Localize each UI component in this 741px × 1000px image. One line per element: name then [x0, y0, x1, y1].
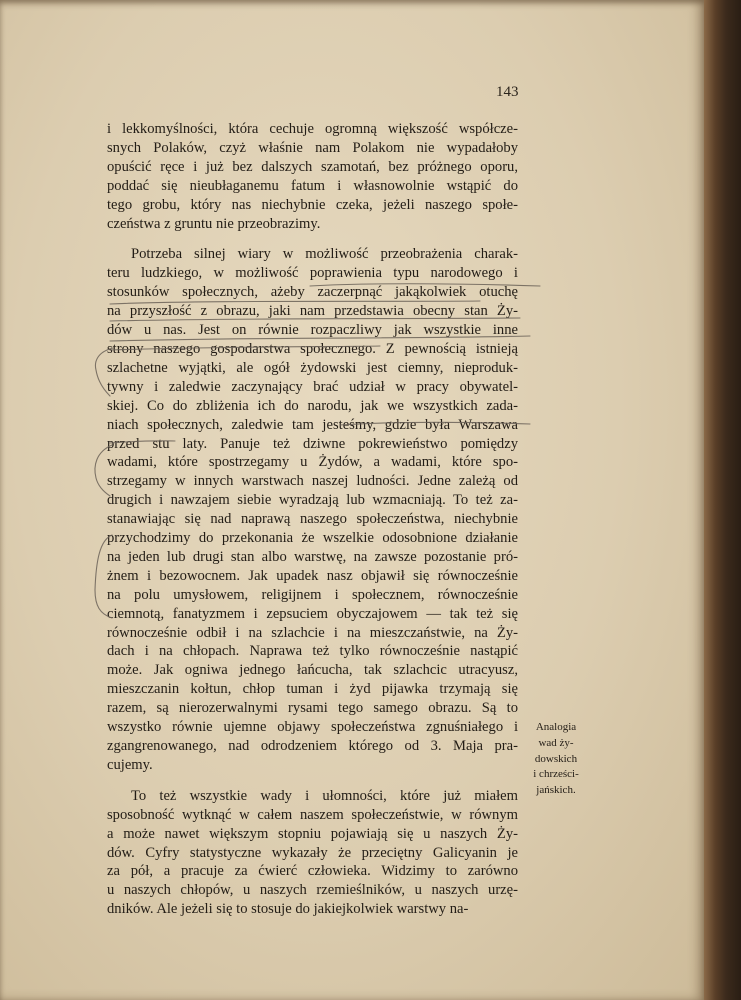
text-line: dników. Ale jeżeli się to stosuje do jakiejkolwiek warstwy na- — [107, 901, 469, 918]
text-line: drugich i nawzajem siebie wyradzają lub wzmacniają. To też za- — [107, 492, 518, 509]
margin-note-line: Analogia — [535, 721, 577, 733]
text-line: tego grobu, który nas niechybnie czeka, jeżeli naszego społe- — [107, 196, 518, 213]
paragraph — [107, 120, 518, 233]
text-line: tywny i zaledwie zaczynający brać udział w pracy obywatel- — [107, 378, 518, 395]
paragraph — [107, 787, 518, 919]
margin-note-line: jańskich. — [536, 784, 576, 797]
text-line: razem, są nierozerwalnymi rysami tego samego obrazu. Są to — [107, 700, 518, 717]
text-line: To też wszystkie wady i ułomności, które już miałem — [131, 787, 518, 804]
page-number: 143 — [496, 84, 519, 100]
text-line: dów. Cyfry statystyczne wykazały że przeciętny Galicyanin je — [107, 844, 518, 861]
margin-note-line: i chrześci- — [533, 768, 579, 781]
text-line: sposobność wytknąć w całem naszem społeczeństwie, w równym — [107, 806, 518, 823]
paragraph — [107, 245, 518, 774]
text-line: na polu umysłowem, religijnem i społecznem, równocześnie — [107, 586, 518, 603]
text-line: skiej. Co do zbliżenia ich do narodu, jak we wszystkich zada- — [107, 397, 518, 414]
text-line: strony naszego gospodarstwa społecznego. Z pewnością istnieją — [107, 340, 518, 357]
text-line: a może nawet większym stopniu pojawiają się u naszych Ży- — [107, 825, 518, 842]
text-line: mieszczanin kołtun, chłop tuman i żyd pijawka trzymają się — [107, 681, 518, 698]
text-line: żnem i bezowocnem. Jak upadek nasz objawił się równocześnie — [107, 567, 518, 584]
text-line: wszystko równie ujemne objawy społeczeństwa zgnuśniałego i — [107, 719, 518, 736]
text-line: niach społecznych, zaledwie tam jesteśmy, gdzie była Warszawa — [107, 416, 518, 433]
text-line: czeństwa z gruntu nie przeobrazimy. — [107, 215, 321, 232]
margin-note-line: dowskich — [534, 752, 578, 765]
text-line: zgangrenowanego, nad odrodzeniem którego od 3. Maja pra- — [107, 738, 518, 754]
text-line: poddać się nieubłaganemu fatum i własnowolnie wstąpić do — [107, 177, 518, 194]
text-line: Potrzeba silnej wiary w możliwość przeobrażenia charak- — [131, 246, 518, 263]
text-line: wadami, które spostrzegamy u Żydów, a wadami, które spo- — [107, 454, 518, 471]
margin-note — [520, 720, 592, 799]
text-line: i lekkomyślności, która cechuje ogromną większość współcze- — [107, 121, 518, 137]
text-line: dów u nas. Jest on równie rozpaczliwy jak wszystkie inne — [107, 322, 518, 339]
text-line: teru ludzkiego, w możliwość poprawienia typu narodowego i — [107, 265, 518, 282]
text-line: na jeden lub drugi stan albo warstwę, na zawsze pozostanie pró- — [107, 548, 518, 565]
text-line: u naszych chłopów, u naszych rzemieślników, u naszych urzę- — [107, 882, 518, 899]
text-line: przed stu laty. Panuje też dziwne pokrewieństwo pomiędzy — [107, 435, 518, 452]
text-line: za pół, a pracuje za ćwierć człowieka. Widzimy to zarówno — [107, 863, 518, 880]
text-line: cujemy. — [107, 756, 153, 773]
book-spine — [704, 0, 741, 1000]
margin-note-line: wad ży- — [538, 736, 574, 749]
text-line: opuścić ręce i już bez dalszych szamotań, bez próżnego oporu, — [107, 158, 518, 175]
text-line: snych Polaków, czyż właśnie nam Polakom nie wypadałoby — [107, 139, 518, 156]
text-line: ciemnotą, fanatyzmem i zepsuciem obyczajowem — tak też się — [107, 605, 518, 622]
text-line: strzegamy w innych warstwach naszej ludności. Jedne zależą od — [107, 473, 518, 490]
text-line: stosunków społecznych, ażeby zaczerpnąć jakąkolwiek otuchę — [107, 284, 518, 301]
text-line: na przyszłość z obrazu, jaki nam przedstawia obecny stan Ży- — [107, 303, 518, 320]
body-text — [107, 120, 518, 919]
text-line: stanawiając się nad naprawą naszego społeczeństwa, niechybnie — [107, 511, 518, 528]
text-line: przychodzimy do przekonania że wszelkie odosobnione działanie — [107, 530, 518, 547]
text-line: dach i na chłopach. Naprawa też tylko równocześnie nastąpić — [107, 643, 518, 660]
text-line: szlachetne wyjątki, ale ogół żydowski jest ciemny, nieproduk- — [107, 359, 518, 376]
text-line: może. Jak ogniwa jednego łańcucha, tak szlachcic utracyusz, — [107, 662, 518, 679]
text-line: równocześnie odbił i na szlachcie i na mieszczaństwie, na Ży- — [107, 624, 518, 641]
